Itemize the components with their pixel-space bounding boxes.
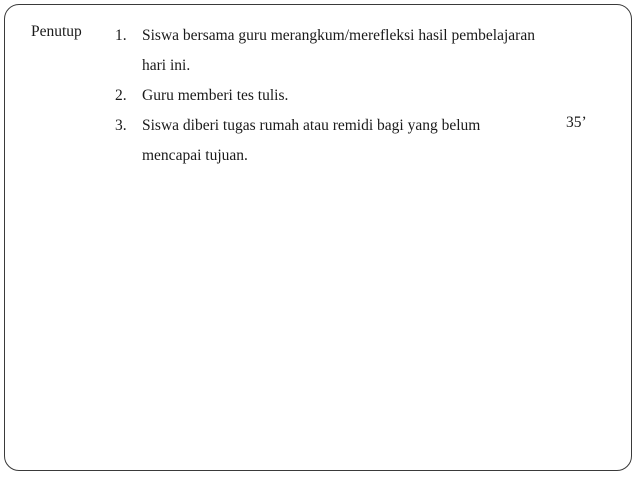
step-number: 2. <box>115 87 127 104</box>
list-item <box>115 81 535 111</box>
list-item <box>115 111 535 171</box>
step-text: Siswa bersama guru merangkum/merefleksi hasil pembelajaran hari ini. <box>142 27 535 74</box>
list-item <box>115 21 535 81</box>
steps-list <box>115 21 535 171</box>
step-text: Siswa diberi tugas rumah atau remidi bagi yang belum mencapai tujuan. <box>142 117 481 164</box>
step-number: 1. <box>115 27 127 44</box>
step-number: 3. <box>115 117 127 134</box>
step-text: Guru memberi tes tulis. <box>142 87 289 104</box>
duration-value: 35’ <box>566 114 587 131</box>
section-label: Penutup <box>31 23 82 40</box>
